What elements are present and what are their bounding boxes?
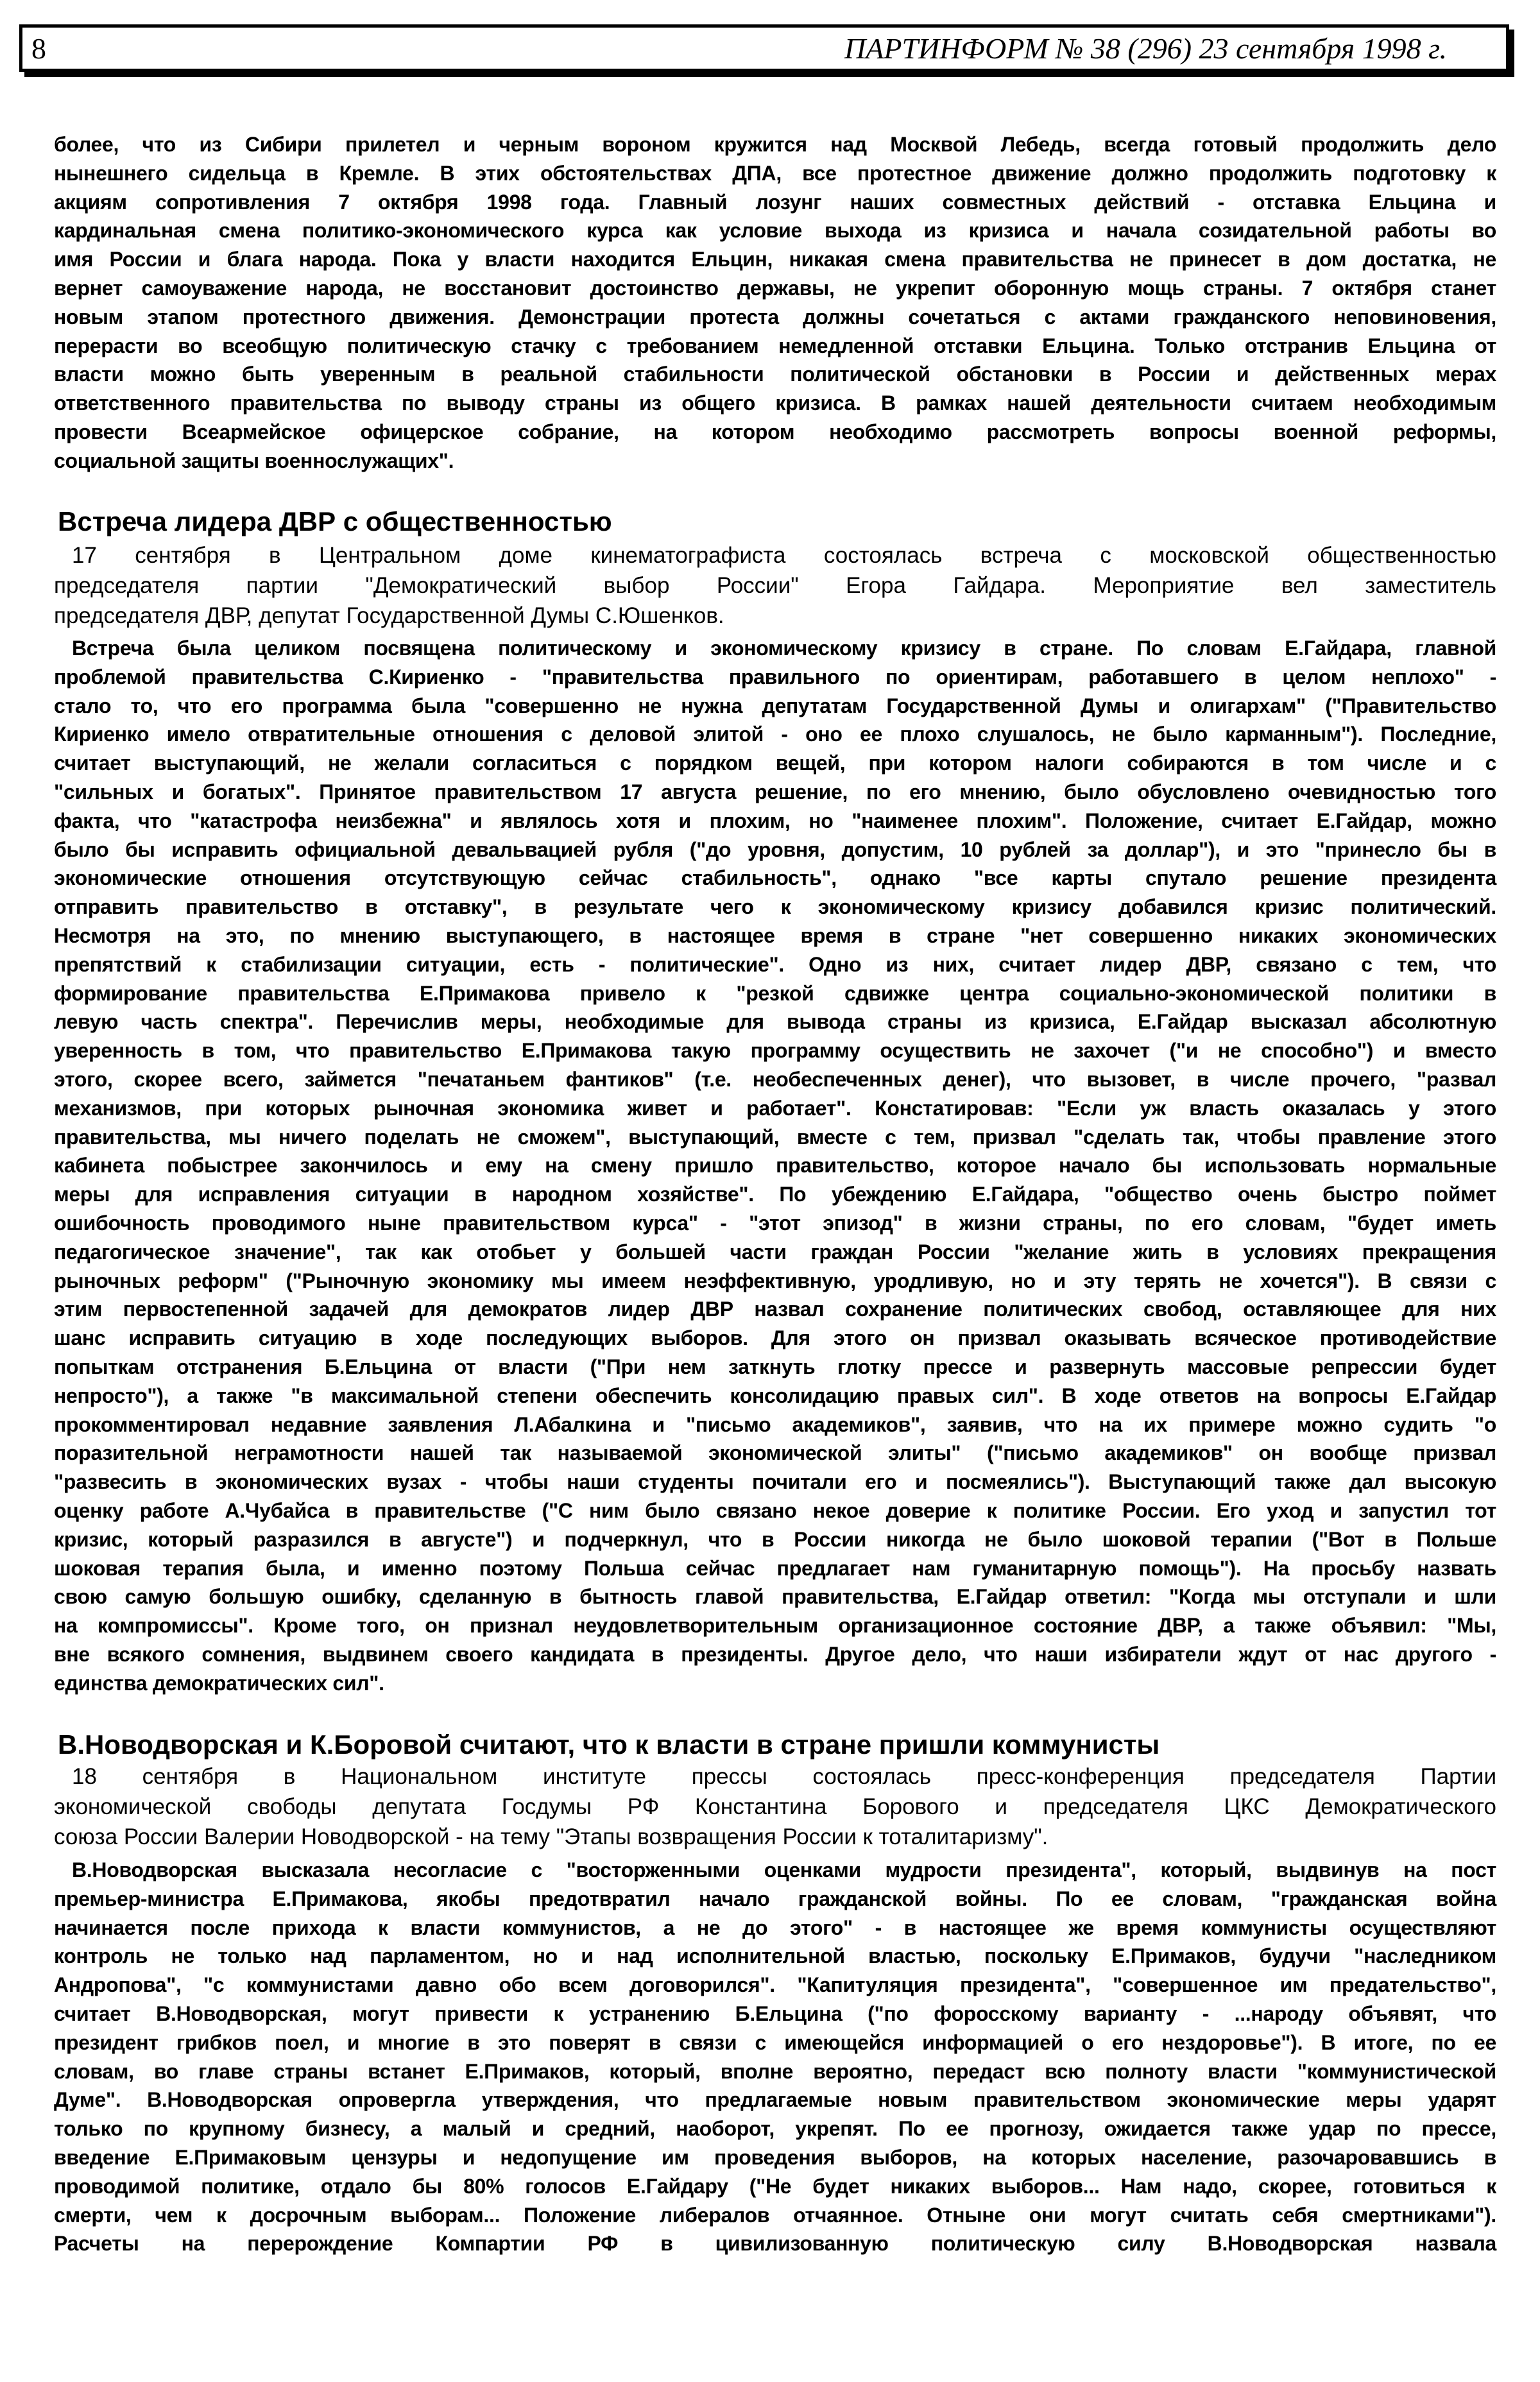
text-line: препятствий к стабилизации ситуации, есть - политические". Одно из них, считает лидер ДВР, связано с тем, что <box>54 952 1496 976</box>
text-line: более, что из Сибири прилетел и черным вороном кружится над Москвой Лебедь, всегда готовый продолжить дело <box>54 133 1496 156</box>
text-line: союза России Валерии Новодворской - на тему "Этапы возвращения России к тоталитаризму". <box>54 1824 1048 1849</box>
text-line: экономические отношения отсутствующую сейчас стабильность", однако "все карты спутало решение президента <box>54 866 1496 890</box>
text-line: Встреча была целиком посвящена политическому и экономическому кризису в стране. По словам Е.Гайдара, главной <box>72 637 1496 660</box>
text-line: уверенность в том, что правительство Е.Примакова такую программу осуществить не захочет ("и не способно") и вместо <box>54 1039 1496 1063</box>
article-continuation <box>54 130 1496 476</box>
text-line: оценку работе А.Чубайса в правительстве ("С ним было связано некое доверие к политике России. Его уход и запустил тот <box>54 1498 1496 1522</box>
text-line: президент грибков поел, и многие в это поверят в связи с имеющейся информацией о его нездоровье"). В итоге, по ее <box>54 2030 1496 2054</box>
text-line: левую часть спектра". Перечислив меры, необходимые для вывода страны из кризиса, Е.Гайдар высказал абсолютную <box>54 1010 1496 1034</box>
text-line: единства демократических сил". <box>54 1671 384 1695</box>
text-line: попыткам отстранения Б.Ельцина от власти ("При нем заткнуть глотку прессе и развернуть массовые репрессии будет <box>54 1355 1496 1378</box>
text-line: власти можно быть уверенным в реальной стабильности политической обстановки в России и действенных мерах <box>54 363 1496 386</box>
text-line: Кириенко имело отвратительные отношения с деловой элитой - оно ее плохо слушалось, не было карманным"). Последние, <box>54 723 1496 746</box>
text-line: провести Всеармейское офицерское собрание, на котором необходимо рассмотреть вопросы военной реформы, <box>54 420 1496 443</box>
text-line: прокомментировал недавние заявления Л.Абалкина и "письмо академиков", заявив, что на их примере можно судить "о <box>54 1412 1496 1436</box>
text-line: экономической свободы депутата Госдумы РФ Константина Борового и председателя ЦКС Демократического <box>54 1794 1496 1819</box>
text-line: Андропова", "с коммунистами давно обо всем договорился". "Капитуляция президента", "совершенное им предательство", <box>54 1973 1496 1997</box>
section-heading-novodvorskaya: В.Новодворская и К.Боровой считают, что к власти в стране пришли коммунисты <box>58 1729 1160 1760</box>
text-line: рыночных реформ" ("Рыночную экономику мы имеем неэффективную, уродливую, но и эту терять не хочется"). В связи с <box>54 1269 1496 1292</box>
text-line: Расчеты на перерождение Компартии РФ в цивилизованную политическую силу В.Новодворская назвала <box>54 2232 1496 2256</box>
text-line: председателя ДВР, депутат Государственной Думы С.Юшенков. <box>54 603 724 628</box>
text-line: поразительной неграмотности нашей так называемой экономической элиты" ("письмо академиков" он вообще призвал <box>54 1441 1496 1465</box>
text-line: В.Новодворская высказала несогласие с "восторженными оценками мудрости президента", который, выдвинув на пост <box>72 1858 1496 1881</box>
text-line: было бы исправить официальной девальвацией рубля ("до уровня, допустим, 10 рублей за доллар"), и это "принесло бы в <box>54 837 1496 861</box>
text-line: введение Е.Примаковым цензуры и недопущение им проведения выборов, на которых население, разочаровавшись в <box>54 2145 1496 2169</box>
text-line: ошибочность проводимого ныне правительством курса" - "этот эпизод" в жизни страны, по его словам, "будет иметь <box>54 1211 1496 1235</box>
text-line: механизмов, при которых рыночная экономика живет и работает". Констатировав: "Если уж власть оказалась у этого <box>54 1096 1496 1120</box>
text-line: словам, во главе страны встанет Е.Примаков, который, вполне вероятно, передаст всю полноту власти "коммунистической <box>54 2059 1496 2083</box>
text-line: этого, скорее всего, займется "печатаньем фантиков" (т.е. необеспеченных денег), что вызовет, в числе прочего, "развал <box>54 1067 1496 1091</box>
text-line: шоковая терапия была, и именно поэтому Польша сейчас предлагает нам гуманитарную помощь"). На просьбу назвать <box>54 1556 1496 1580</box>
text-line: смерти, чем к досрочным выборам... Положение либералов отчаянное. Отныне они могут считать себя смертниками"). <box>54 2203 1496 2227</box>
text-line: вернет самоуважение народа, не восстановит достоинство державы, не укрепит оборонную мощь страны. 7 октября станет <box>54 276 1496 300</box>
text-line: свою самую большую ошибку, сделанную в бытность главой правительства, Е.Гайдар ответил: "Когда мы отступали и шли <box>54 1585 1496 1609</box>
text-line: Думе". В.Новодворская опровергла утверждения, что предлагаемые новым правительством экономические меры ударят <box>54 2088 1496 2112</box>
section1-body <box>54 634 1496 1697</box>
text-line: перерасти во всеобщую политическую стачку с требованием немедленной отставки Ельцина. Только отстранив Ельцина от <box>54 334 1496 357</box>
text-line: кабинета побыстрее закончилось и ему на смену пришло правительство, которое начало бы использовать нормальные <box>54 1154 1496 1178</box>
text-line: стало то, что его программа была "совершенно не нужна депутатам Государственной Думы и олигархам" ("Правительство <box>54 694 1496 717</box>
publication-title: ПАРТИНФОРМ № 38 (296) 23 сентября 1998 г. <box>844 32 1447 65</box>
text-line: председателя партии "Демократический выбор России" Егора Гайдара. Мероприятие вел заместитель <box>54 573 1496 598</box>
text-line: кризис, который разразился в августе") и подчеркнул, что в России никогда не было шоковой терапии ("Вот в Польше <box>54 1527 1496 1551</box>
text-line: меры для исправления ситуации в народном хозяйстве". По убеждению Е.Гайдара, "общество очень быстро поймет <box>54 1183 1496 1206</box>
text-line: факта, что "катастрофа неизбежна" и являлось хотя и плохим, но "наименее плохим". Положение, считает Е.Гайдар, можно <box>54 809 1496 832</box>
text-line: вне всякого сомнения, выдвинем своего кандидата в президенты. Другое дело, что наши избиратели ждут от нас другого - <box>54 1642 1496 1666</box>
text-line: имя России и блага народа. Пока у власти находится Ельцин, никакая смена правительства не принесет в дом достатка, не <box>54 248 1496 271</box>
section-heading-dvr-meeting: Встреча лидера ДВР с общественностью <box>58 506 612 536</box>
text-line: акциям сопротивления 7 октября 1998 года. Главный лозунг наших совместных действий - отставка Ельцина и <box>54 190 1496 214</box>
text-line: 18 сентября в Национальном институте прессы состоялась пресс-конференция председателя Партии <box>72 1764 1496 1789</box>
page-number: 8 <box>31 32 46 65</box>
text-line: отправить правительство в отставку", в результате чего к экономическому кризису добавился кризис политический. <box>54 895 1496 919</box>
text-line: нынешнего сидельца в Кремле. В этих обстоятельствах ДПА, все протестное движение должно продолжить подготовку к <box>54 161 1496 185</box>
page-header <box>19 24 1509 72</box>
text-line: начинается после прихода к власти коммунистов, а не до этого" - в настоящее же время коммунисты осуществляют <box>54 1915 1496 1939</box>
text-line: непросто"), а также "в максимальной степени обеспечить консолидацию правых сил". В ходе ответов на вопросы Е.Гайдар <box>54 1384 1496 1407</box>
text-line: контроль не только над парламентом, но и над исполнительной властью, поскольку Е.Примаков, будучи "наследником <box>54 1944 1496 1968</box>
text-line: на компромиссы". Кроме того, он признал неудовлетворительным организационное состояние ДВР, а также объявил: "Мы, <box>54 1614 1496 1638</box>
text-line: кардинальная смена политико-экономического курса как условие выхода из кризиса и начала созидательной работы во <box>54 219 1496 243</box>
text-line: этим первостепенной задачей для демократов лидер ДВР назвал сохранение политических свобод, оставляющее для них <box>54 1298 1496 1321</box>
text-line: шанс исправить ситуацию в ходе последующих выборов. Для этого он призвал оказывать всяческое противодействие <box>54 1326 1496 1350</box>
text-line: 17 сентября в Центральном доме кинематографиста состоялась встреча с московской общественностью <box>72 543 1496 568</box>
text-line: ответственного правительства по выводу страны из общего кризиса. В рамках нашей деятельности считаем необходимым <box>54 391 1496 415</box>
section2-intro <box>54 1761 1496 1852</box>
text-line: считает В.Новодворская, могут привести к устранению Б.Ельцина ("по форосскому варианту - ...народу объявят, что <box>54 2001 1496 2025</box>
text-line: проводимой политике, отдало бы 80% голосов Е.Гайдару ("Не будет никаких выборов... Нам надо, скорее, готовиться к <box>54 2174 1496 2198</box>
text-line: только по крупному бизнесу, а малый и средний, наоборот, укрепят. По ее прогнозу, ожидается также удар по прессе, <box>54 2117 1496 2141</box>
text-line: педагогическое значение", так как отобьет у большей части граждан России "желание жить в условиях прекращения <box>54 1240 1496 1264</box>
text-line: Несмотря на это, по мнению выступающего, в настоящее время в стране "нет совершенно никаких экономических <box>54 923 1496 947</box>
text-line: "сильных и богатых". Принятое правительством 17 августа решение, по его мнению, было обусловлено очевидностью того <box>54 780 1496 803</box>
text-line: "развесить в экономических вузах - чтобы наши студенты почитали его и посмеялись"). Выступающий также дал высокую <box>54 1470 1496 1494</box>
text-line: новым этапом протестного движения. Демонстрации протеста должны сочетаться с актами гражданского неповиновения, <box>54 305 1496 329</box>
text-line: социальной защиты военнослужащих". <box>54 449 454 472</box>
text-line: формирование правительства Е.Примакова привело к "резкой сдвижке центра социально-экономической политики в <box>54 981 1496 1005</box>
section1-intro <box>54 540 1496 631</box>
text-line: считает выступающий, не желали согласиться с порядком вещей, при котором налоги собираются в том числе и с <box>54 751 1496 775</box>
text-line: правительства, мы ничего поделать не сможем", выступающий, вместе с тем, призвал "сделать так, чтобы правление этого <box>54 1125 1496 1149</box>
text-line: премьер-министра Е.Примакова, якобы предотвратил начало гражданской войны. По ее словам, "гражданская война <box>54 1887 1496 1910</box>
section2-body <box>54 1856 1496 2258</box>
text-line: проблемой правительства С.Кириенко - "правительства правильного по ориентирам, работавшего в целом неплохо" - <box>54 665 1496 689</box>
